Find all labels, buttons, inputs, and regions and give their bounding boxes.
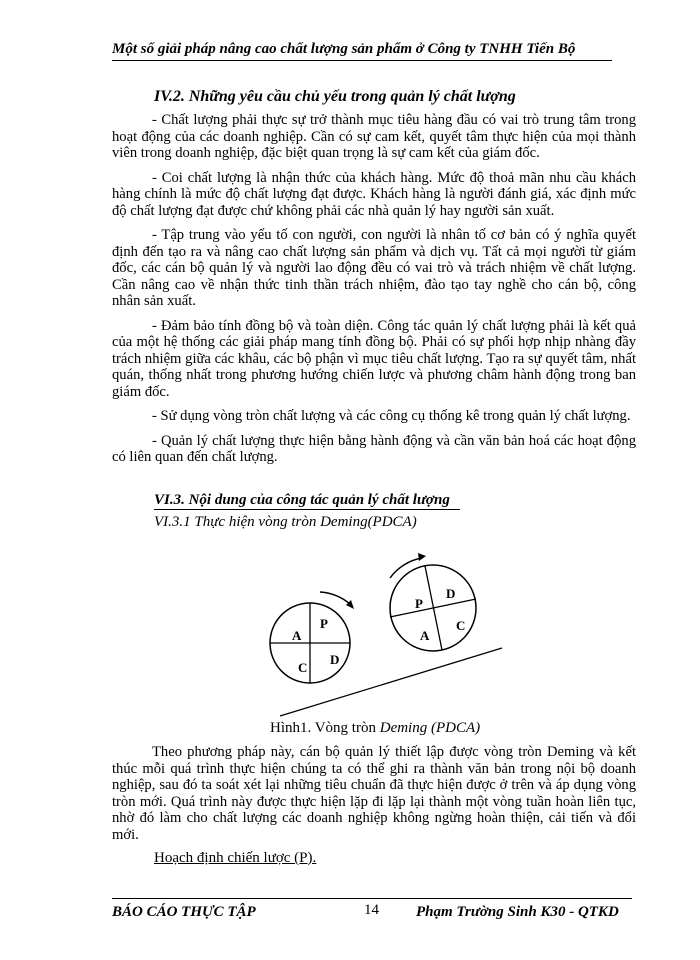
planning-heading: Hoạch định chiến lược (P). <box>154 850 317 866</box>
footer-rule <box>112 898 632 899</box>
wheel-right-label-c: C <box>456 618 466 633</box>
incline-line <box>280 648 502 716</box>
deming-paragraph: Theo phương pháp này, cán bộ quản lý thiết lập được vòng tròn Deming và kết thúc mỗi quá trình thực hiện chúng ta có thể ghi ra thành văn bản trong nội bộ doanh nghiệp, sau đó ta soát xét lại những tiêu chuẩn đã thực hiện được ở trên và áp dụng vòng tròn mới. Quá trình này được thực hiện lặp đi lặp lại thành một vòng tuần hoàn liên tục, nhờ đó làm cho chất lượng các doanh nghiệp không ngừng hoàn thiện, cải tiến và đổi mới. <box>112 744 636 843</box>
wheel-left-label-d: D <box>330 652 340 667</box>
pdca-wheel-left <box>270 592 354 683</box>
paragraph-2: - Coi chất lượng là nhận thức của khách hàng. Mức độ thoả mãn nhu cầu khách hàng chính là mức độ chất lượng đạt được. Khách hàng là người đánh giá, xác định mức độ chất lượng đạt được chứ không phải các nhà quản lý hay người sản xuất. <box>112 169 636 219</box>
section-iv2-heading: IV.2. Những yêu cầu chủ yếu trong quản lý chất lượng <box>154 88 516 105</box>
wheel-left-label-a: A <box>292 628 302 643</box>
paragraph-5: - Sử dụng vòng tròn chất lượng và các công cụ thống kê trong quản lý chất lượng. <box>152 408 631 424</box>
figure-caption-italic: Deming (PDCA) <box>379 720 481 736</box>
figure-caption <box>270 720 480 737</box>
rotation-arrow-left <box>320 592 350 604</box>
wheel-left-label-c: C <box>298 660 308 675</box>
arrowhead-right-icon <box>418 553 426 561</box>
footer-report-label: BÁO CÁO THỰC TẬP <box>112 904 256 920</box>
header-rule <box>112 60 612 61</box>
paragraph-1: - Chất lượng phải thực sự trở thành mục tiêu hàng đầu có vai trò trung tâm trong hoạt động của các doanh nghiệp. Cần có sự cam kết, quyết tâm thực hiện của mọi thành viên trong doanh nghiệp, đặc biệt quan trọng là sự cam kết của giám đốc. <box>112 112 636 161</box>
paragraph-6: - Quản lý chất lượng thực hiện bằng hành động và cần văn bản hoá các hoạt động có liên quan đến chất lượng. <box>112 432 636 465</box>
section-vi31-subheading: VI.3.1 Thực hiện vòng tròn Deming(PDCA) <box>154 514 417 530</box>
paragraph-3: - Tập trung vào yếu tố con người, con người là nhân tố cơ bản có ý nghĩa quyết định đến tạo ra và nâng cao chất lượng sản phẩm và dịch vụ. Tất cả mọi người từ giám đốc, các cán bộ quản lý và người lao động đều có vai trò và trách nhiệm về chất lượng. Cần nâng cao về nhận thức tinh thần trách nhiệm, đào tạo tay nghề cho cán bộ, công nhân sản xuất. <box>112 227 636 309</box>
section-vi3-heading: VI.3. Nội dung của công tác quản lý chất lượng <box>154 492 460 510</box>
figure-caption-prefix: Hình1. Vòng tròn <box>270 720 380 736</box>
wheel-left-label-p: P <box>320 616 328 631</box>
pdca-wheel-right <box>390 553 476 651</box>
section-iv2-body <box>112 112 636 466</box>
section-body2 <box>112 744 636 843</box>
wheel-right-label-a: A <box>420 628 430 643</box>
page-number: 14 <box>364 902 379 918</box>
wheel-right-label-p: P <box>415 596 423 611</box>
wheel-right-label-d: D <box>446 586 456 601</box>
paragraph-4: - Đảm bảo tính đồng bộ và toàn diện. Công tác quản lý chất lượng phải là kết quả của một hệ thống các giải pháp mang tính đồng bộ. Phải có sự phối hợp nhịp nhàng đầy trách nhiệm giữa các khâu, các bộ phận vì mục tiêu chất lượng. Tạo ra sự quyết tâm, nhất quán, thống nhất trong phương hướng chiến lược và phương châm hành động trong ban giám đốc. <box>112 317 636 400</box>
footer-author: Phạm Trường Sinh K30 - QTKD <box>416 904 619 920</box>
page-header-title: Một số giải pháp nâng cao chất lượng sản phẩm ở Công ty TNHH Tiến Bộ <box>112 41 576 57</box>
pdca-figure <box>250 548 510 718</box>
